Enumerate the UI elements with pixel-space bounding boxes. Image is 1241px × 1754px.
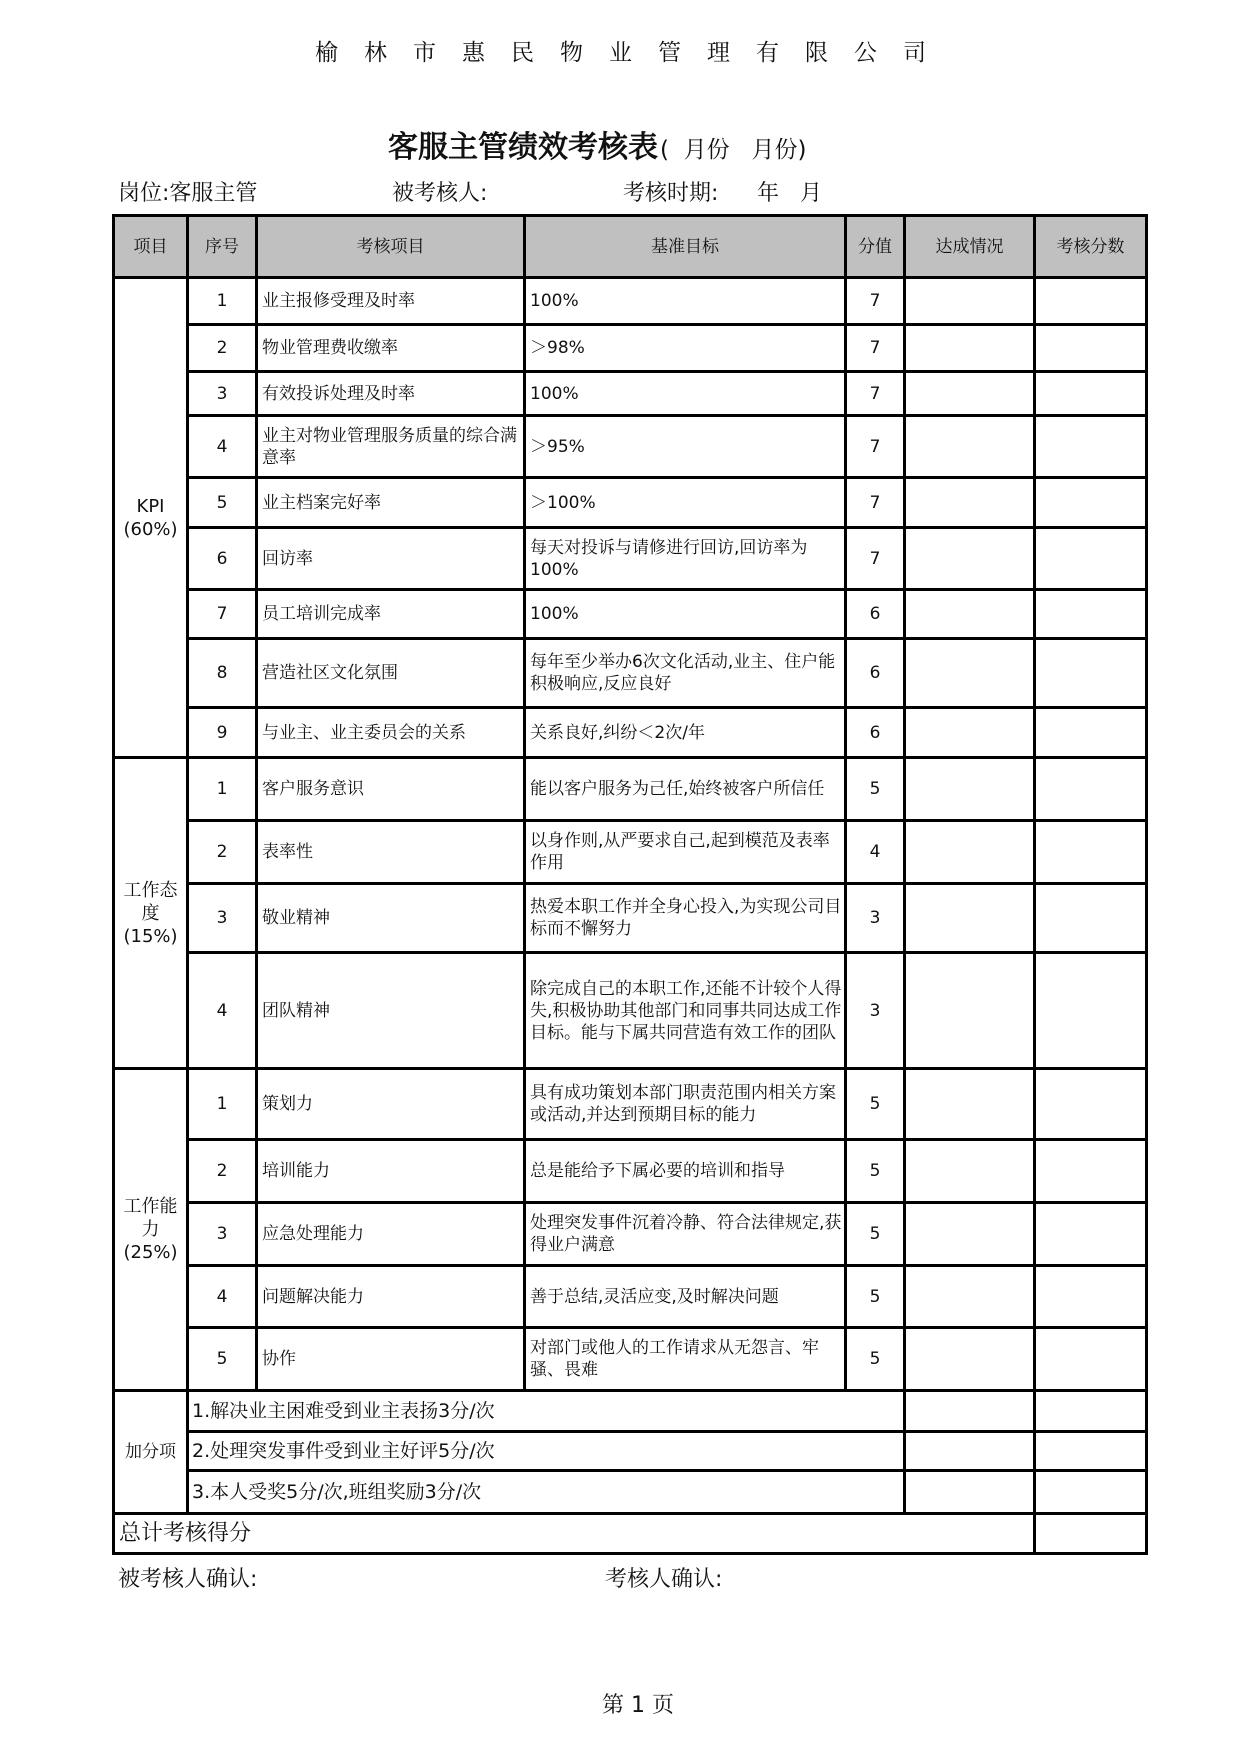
header-row xyxy=(114,216,1147,278)
assessment-table xyxy=(112,214,1148,1555)
item-score: 7 xyxy=(846,528,905,590)
result-cell[interactable] xyxy=(1035,1266,1147,1328)
table-row xyxy=(114,325,1147,372)
item-score: 5 xyxy=(846,1069,905,1140)
bonus-row xyxy=(114,1471,1147,1514)
total-row xyxy=(114,1514,1147,1554)
item-score: 6 xyxy=(846,639,905,708)
achievement-cell[interactable] xyxy=(905,758,1035,821)
item-target: ＞98% xyxy=(525,325,846,372)
item-target: 能以客户服务为己任,始终被客户所信任 xyxy=(525,758,846,821)
item-name: 物业管理费收缴率 xyxy=(257,325,525,372)
page-number: 第 1 页 xyxy=(602,1693,674,1718)
item-target: 100% xyxy=(525,590,846,639)
item-score: 4 xyxy=(846,821,905,884)
title-period: ( 月份 月份) xyxy=(660,137,807,163)
item-number: 2 xyxy=(188,325,257,372)
achievement-cell[interactable] xyxy=(905,884,1035,953)
item-name: 业主档案完好率 xyxy=(257,478,525,528)
result-cell[interactable] xyxy=(1035,953,1147,1069)
total-label: 总计考核得分 xyxy=(114,1514,1035,1554)
result-cell[interactable] xyxy=(1035,821,1147,884)
item-number: 4 xyxy=(188,416,257,478)
item-target: 关系良好,纠纷＜2次/年 xyxy=(525,708,846,758)
item-target: 热爱本职工作并全身心投入,为实现公司目标而不懈努力 xyxy=(525,884,846,953)
item-number: 6 xyxy=(188,528,257,590)
table-body xyxy=(114,216,1147,1554)
header-target: 基准目标 xyxy=(525,216,846,278)
result-cell[interactable] xyxy=(1035,639,1147,708)
header-item: 考核项目 xyxy=(257,216,525,278)
assessee-label: 被考核人: xyxy=(392,181,488,206)
item-number: 2 xyxy=(188,1140,257,1203)
section-label xyxy=(114,278,188,758)
item-name: 培训能力 xyxy=(257,1140,525,1203)
section-label-line: 力 xyxy=(141,1219,160,1240)
item-score: 7 xyxy=(846,478,905,528)
item-name: 员工培训完成率 xyxy=(257,590,525,639)
result-cell[interactable] xyxy=(1035,1069,1147,1140)
item-score: 7 xyxy=(846,278,905,325)
item-number: 1 xyxy=(188,758,257,821)
section-label xyxy=(114,1069,188,1391)
item-target: 具有成功策划本部门职责范围内相关方案或活动,并达到预期目标的能力 xyxy=(525,1069,846,1140)
result-cell[interactable] xyxy=(1035,590,1147,639)
header-result: 考核分数 xyxy=(1035,216,1147,278)
item-name: 团队精神 xyxy=(257,953,525,1069)
result-cell[interactable] xyxy=(1035,478,1147,528)
item-name: 与业主、业主委员会的关系 xyxy=(257,708,525,758)
header-number: 序号 xyxy=(188,216,257,278)
item-number: 5 xyxy=(188,1328,257,1391)
section-label-line: 工作态 xyxy=(123,879,178,901)
bonus-label: 加分项 xyxy=(114,1391,188,1514)
table-row xyxy=(114,1069,1147,1140)
item-target: 以身作则,从严要求自己,起到模范及表率作用 xyxy=(525,821,846,884)
achievement-cell[interactable] xyxy=(905,1432,1035,1471)
item-number: 7 xyxy=(188,590,257,639)
item-target: 每年至少举办6次文化活动,业主、住户能积极响应,反应良好 xyxy=(525,639,846,708)
item-score: 5 xyxy=(846,1140,905,1203)
header-category: 项目 xyxy=(114,216,188,278)
achievement-cell[interactable] xyxy=(905,1391,1035,1432)
assessee-confirm: 被考核人确认: xyxy=(118,1567,258,1592)
result-cell[interactable] xyxy=(1035,325,1147,372)
item-number: 9 xyxy=(188,708,257,758)
achievement-cell[interactable] xyxy=(905,478,1035,528)
result-cell[interactable] xyxy=(1035,1140,1147,1203)
table-row xyxy=(114,478,1147,528)
item-number: 1 xyxy=(188,278,257,325)
achievement-cell[interactable] xyxy=(905,1203,1035,1266)
table-row xyxy=(114,372,1147,416)
assessor-confirm: 考核人确认: xyxy=(605,1567,723,1592)
achievement-cell[interactable] xyxy=(905,821,1035,884)
header-score: 分值 xyxy=(846,216,905,278)
achievement-cell[interactable] xyxy=(905,1266,1035,1328)
section-label-line: 度 xyxy=(141,902,160,924)
achievement-cell[interactable] xyxy=(905,1140,1035,1203)
achievement-cell[interactable] xyxy=(905,325,1035,372)
item-number: 3 xyxy=(188,884,257,953)
table-row xyxy=(114,278,1147,325)
item-name: 问题解决能力 xyxy=(257,1266,525,1328)
title-main: 客服主管绩效考核表 xyxy=(388,130,658,165)
item-target: ＞95% xyxy=(525,416,846,478)
achievement-cell[interactable] xyxy=(905,708,1035,758)
item-target: 对部门或他人的工作请求从无怨言、牢骚、畏难 xyxy=(525,1328,846,1391)
result-cell[interactable] xyxy=(1035,278,1147,325)
table-row xyxy=(114,590,1147,639)
item-name: 营造社区文化氛围 xyxy=(257,639,525,708)
section-label-line: KPI xyxy=(136,495,165,517)
item-number: 4 xyxy=(188,1266,257,1328)
item-target: 100% xyxy=(525,278,846,325)
item-name: 敬业精神 xyxy=(257,884,525,953)
result-cell[interactable] xyxy=(1035,884,1147,953)
achievement-cell[interactable] xyxy=(905,590,1035,639)
period-month: 月 xyxy=(800,181,823,206)
item-score: 5 xyxy=(846,1328,905,1391)
table-row xyxy=(114,953,1147,1069)
total-score-cell[interactable] xyxy=(1035,1514,1147,1554)
achievement-cell[interactable] xyxy=(905,1328,1035,1391)
bonus-item: 2.处理突发事件受到业主好评5分/次 xyxy=(188,1432,905,1471)
bonus-item: 3.本人受奖5分/次,班组奖励3分/次 xyxy=(188,1471,905,1514)
item-target: 善于总结,灵活应变,及时解决问题 xyxy=(525,1266,846,1328)
table-row xyxy=(114,1203,1147,1266)
item-name: 业主对物业管理服务质量的综合满意率 xyxy=(257,416,525,478)
table-row xyxy=(114,528,1147,590)
item-number: 3 xyxy=(188,372,257,416)
achievement-cell[interactable] xyxy=(905,278,1035,325)
item-name: 有效投诉处理及时率 xyxy=(257,372,525,416)
result-cell[interactable] xyxy=(1035,1432,1147,1471)
achievement-cell[interactable] xyxy=(905,953,1035,1069)
item-score: 7 xyxy=(846,416,905,478)
result-cell[interactable] xyxy=(1035,372,1147,416)
section-label-line: (15%) xyxy=(123,925,178,947)
item-score: 5 xyxy=(846,1203,905,1266)
section-label-line: 工作能 xyxy=(123,1196,178,1217)
item-score: 6 xyxy=(846,590,905,639)
item-name: 客户服务意识 xyxy=(257,758,525,821)
item-number: 2 xyxy=(188,821,257,884)
item-number: 8 xyxy=(188,639,257,708)
form-title xyxy=(388,122,807,166)
table-row xyxy=(114,416,1147,478)
section-label-line: (25%) xyxy=(123,1242,178,1263)
table-row xyxy=(114,1328,1147,1391)
result-cell[interactable] xyxy=(1035,528,1147,590)
table-row xyxy=(114,821,1147,884)
table-row xyxy=(114,639,1147,708)
header-achievement: 达成情况 xyxy=(905,216,1035,278)
item-score: 5 xyxy=(846,1266,905,1328)
achievement-cell[interactable] xyxy=(905,639,1035,708)
table-row xyxy=(114,1140,1147,1203)
item-score: 3 xyxy=(846,884,905,953)
item-score: 5 xyxy=(846,758,905,821)
item-number: 3 xyxy=(188,1203,257,1266)
bonus-row xyxy=(114,1391,1147,1432)
item-score: 6 xyxy=(846,708,905,758)
achievement-cell[interactable] xyxy=(905,372,1035,416)
item-target: ＞100% xyxy=(525,478,846,528)
item-number: 4 xyxy=(188,953,257,1069)
item-target: 处理突发事件沉着冷静、符合法律规定,获得业户满意 xyxy=(525,1203,846,1266)
achievement-cell[interactable] xyxy=(905,1069,1035,1140)
achievement-cell[interactable] xyxy=(905,416,1035,478)
section-label xyxy=(114,758,188,1069)
result-cell[interactable] xyxy=(1035,1203,1147,1266)
result-cell[interactable] xyxy=(1035,1391,1147,1432)
item-name: 业主报修受理及时率 xyxy=(257,278,525,325)
result-cell[interactable] xyxy=(1035,1328,1147,1391)
item-target: 100% xyxy=(525,372,846,416)
item-number: 5 xyxy=(188,478,257,528)
bonus-row xyxy=(114,1432,1147,1471)
item-target: 总是能给予下属必要的培训和指导 xyxy=(525,1140,846,1203)
table-row xyxy=(114,884,1147,953)
item-name: 回访率 xyxy=(257,528,525,590)
item-name: 应急处理能力 xyxy=(257,1203,525,1266)
item-number: 1 xyxy=(188,1069,257,1140)
achievement-cell[interactable] xyxy=(905,528,1035,590)
company-name: 榆林市惠民物业管理有限公司 xyxy=(315,40,952,66)
item-score: 7 xyxy=(846,372,905,416)
result-cell[interactable] xyxy=(1035,758,1147,821)
section-label-line: (60%) xyxy=(123,518,178,540)
item-name: 协作 xyxy=(257,1328,525,1391)
table-row xyxy=(114,758,1147,821)
table-row xyxy=(114,1266,1147,1328)
item-target: 每天对投诉与请修进行回访,回访率为100% xyxy=(525,528,846,590)
bonus-item: 1.解决业主困难受到业主表扬3分/次 xyxy=(188,1391,905,1432)
item-score: 3 xyxy=(846,953,905,1069)
item-name: 策划力 xyxy=(257,1069,525,1140)
achievement-cell[interactable] xyxy=(905,1471,1035,1514)
item-score: 7 xyxy=(846,325,905,372)
item-name: 表率性 xyxy=(257,821,525,884)
period-label: 考核时期: xyxy=(623,181,719,206)
result-cell[interactable] xyxy=(1035,416,1147,478)
result-cell[interactable] xyxy=(1035,1471,1147,1514)
item-target: 除完成自己的本职工作,还能不计较个人得失,积极协助其他部门和同事共同达成工作目标。能与下属共同营造有效工作的团队 xyxy=(525,953,846,1069)
result-cell[interactable] xyxy=(1035,708,1147,758)
table-row xyxy=(114,708,1147,758)
period-year: 年 xyxy=(757,181,780,206)
position-label: 岗位:客服主管 xyxy=(118,181,258,206)
